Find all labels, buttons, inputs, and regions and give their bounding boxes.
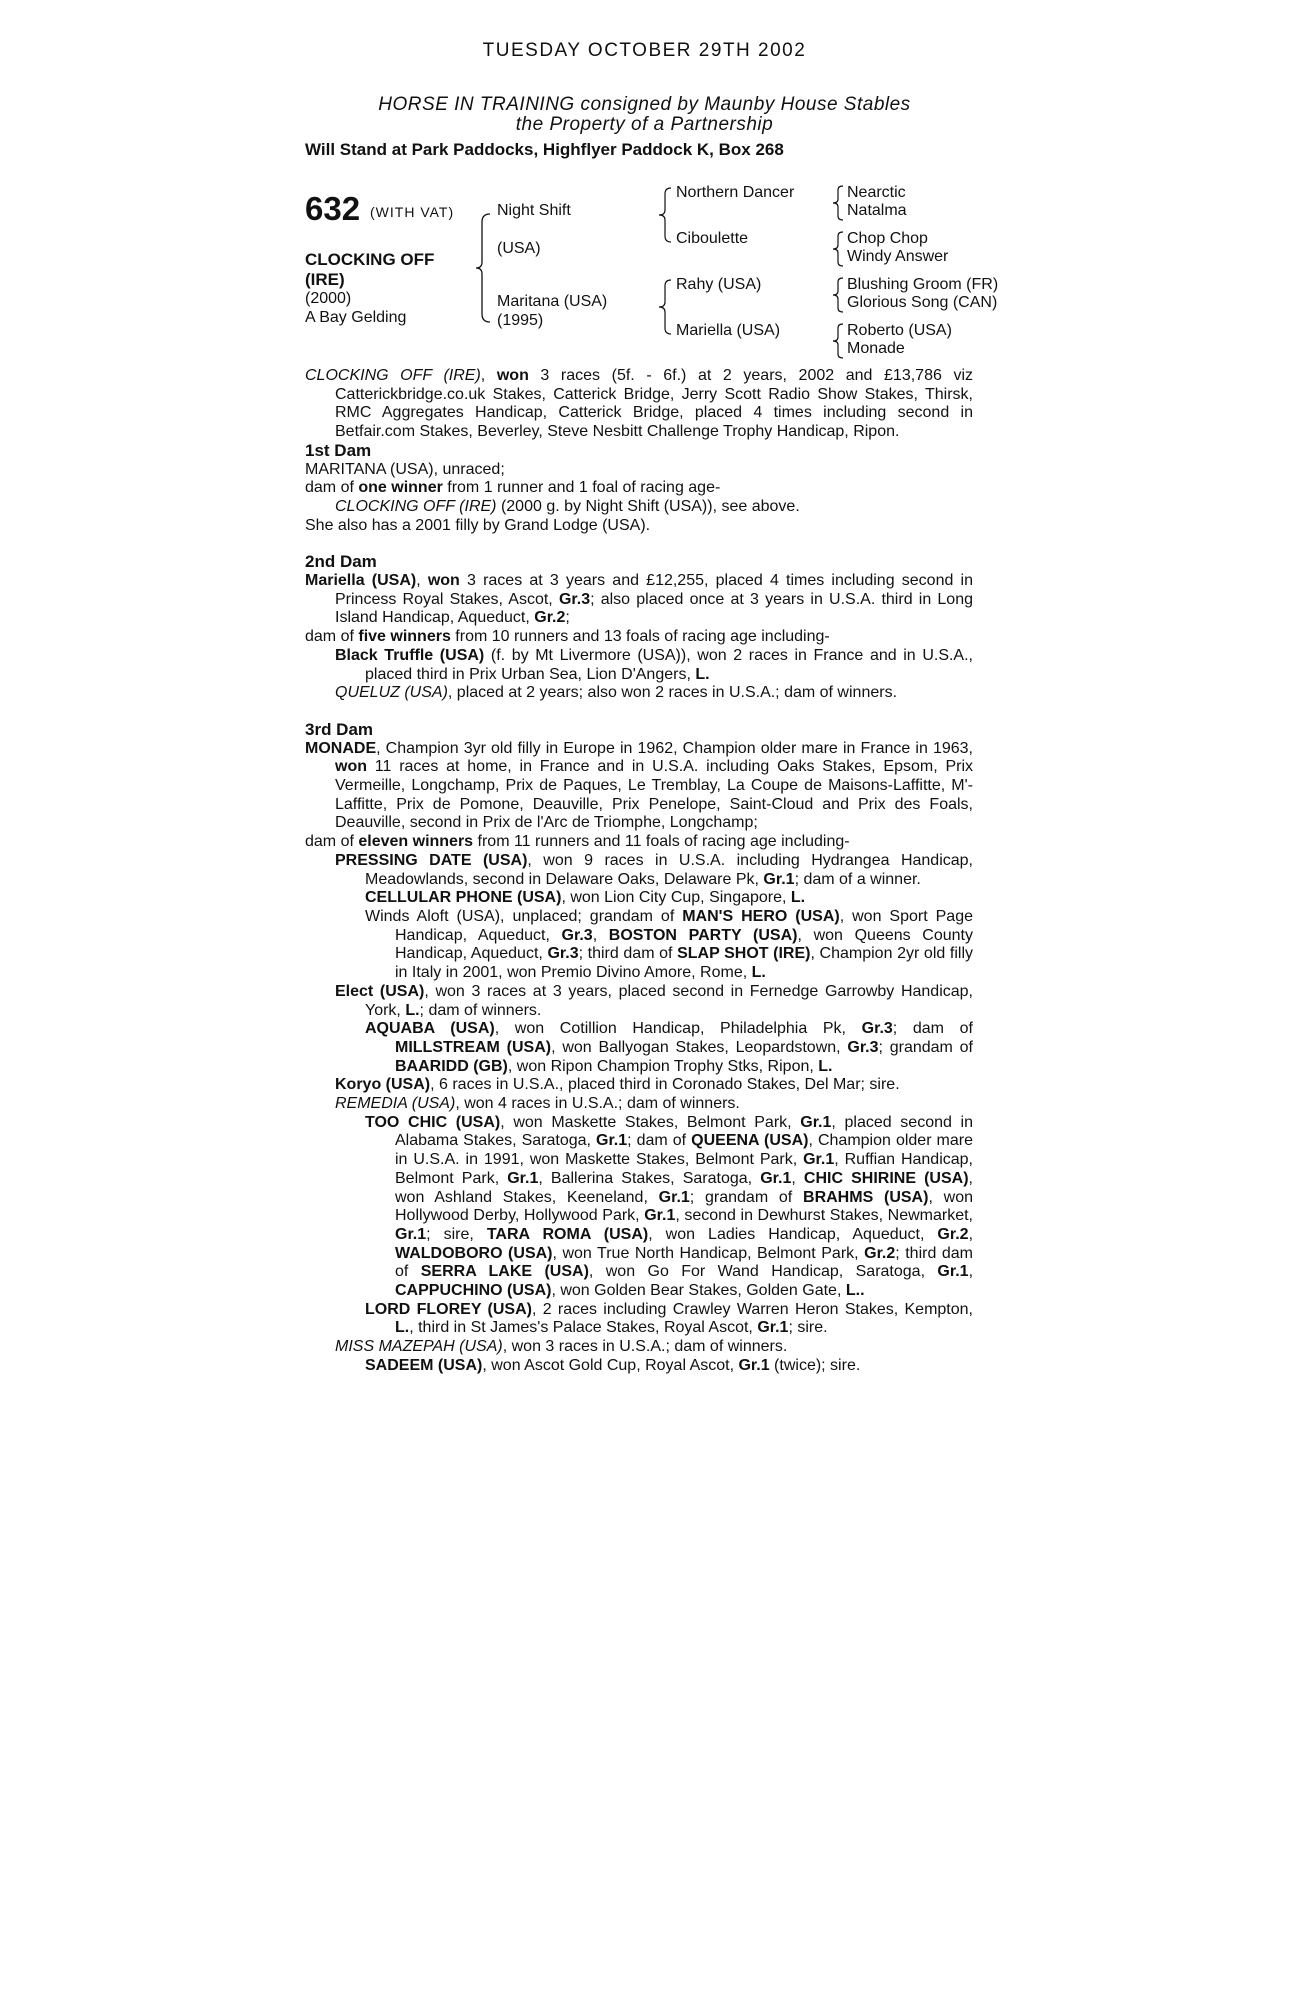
grade-label: Gr.3 bbox=[547, 945, 579, 963]
grade-label: Gr.1 bbox=[658, 1188, 690, 1206]
text-part: ; grandam of bbox=[689, 1188, 804, 1206]
pedigree-sire-sire: Northern Dancer bbox=[676, 184, 795, 201]
grade-label: Gr.1 bbox=[760, 1169, 792, 1187]
pedigree-brace-dam bbox=[655, 278, 673, 336]
pedigree-sire-country: (USA) bbox=[497, 240, 541, 257]
grade-label: Gr.1 bbox=[738, 1356, 770, 1374]
progeny-name: CELLULAR PHONE (USA) bbox=[365, 889, 562, 907]
winners-count: five winners bbox=[358, 628, 451, 646]
text-part: , Ballerina Stakes, Saratoga, bbox=[538, 1169, 761, 1187]
progeny-name: SERRA LAKE (USA) bbox=[420, 1263, 589, 1281]
text-part: , second in Dewhurst Stakes, Newmarket, bbox=[675, 1207, 973, 1225]
horse-name-ref: CLOCKING OFF (IRE) bbox=[305, 367, 481, 384]
sale-date: TUESDAY OCTOBER 29TH 2002 bbox=[482, 40, 807, 61]
text-part: , 2 races including Crawley Warren Heron Stakes, Kempton, bbox=[531, 1300, 973, 1318]
text-part: ; third dam of bbox=[578, 945, 678, 963]
grade-label: Gr.1 bbox=[937, 1263, 969, 1281]
text-part: from 1 runner and 1 foal of racing age- bbox=[442, 479, 721, 497]
text-part: ; grandam of bbox=[878, 1038, 974, 1056]
text-part: , Ruffian Handicap, Belmont Park, bbox=[395, 1151, 973, 1187]
text-part: (2000 g. by Night Shift (USA)), see above. bbox=[496, 497, 800, 515]
horse-description: A Bay Gelding bbox=[305, 309, 407, 326]
progeny-name: BAARIDD (GB) bbox=[395, 1057, 508, 1075]
text-part: dam of bbox=[305, 628, 359, 646]
grade-label: Gr.1 bbox=[803, 1151, 835, 1169]
grade-label: Gr.2 bbox=[937, 1225, 969, 1243]
first-dam-also: She also has a 2001 filly by Grand Lodge (USA). bbox=[305, 516, 651, 534]
pedigree-dam-sire: Rahy (USA) bbox=[676, 276, 762, 293]
progeny-name: AQUABA (USA) bbox=[365, 1020, 495, 1038]
text-part: ; dam of winners. bbox=[419, 1001, 542, 1019]
text-part: dam of bbox=[305, 479, 359, 497]
progeny-name: SLAP SHOT (IRE) bbox=[677, 945, 811, 963]
text-part: , Champion 3yr old filly in Europe in 1962, Champion older mare in France in 1963, bbox=[376, 739, 973, 757]
third-dam-heading: 3rd Dam bbox=[305, 719, 374, 739]
pedigree-dam-dam: Mariella (USA) bbox=[676, 322, 781, 339]
text-part: (twice); sire. bbox=[769, 1356, 861, 1374]
progeny-name: CAPPUCHINO (USA) bbox=[395, 1282, 552, 1300]
stand-location: Will Stand at Park Paddocks, Highflyer Paddock K, Box 268 bbox=[305, 140, 784, 159]
pedigree-g8: Monade bbox=[847, 340, 905, 357]
pedigree-sire: Night Shift bbox=[497, 202, 571, 219]
text-part: ; dam of bbox=[892, 1020, 974, 1038]
grade-label: Gr.3 bbox=[861, 1020, 893, 1038]
grade-label: Gr.1 bbox=[395, 1225, 427, 1243]
grade-label: Gr.3 bbox=[558, 590, 591, 608]
text-part: ; dam of a winner. bbox=[794, 870, 921, 888]
progeny-name: CLOCKING OFF (IRE) bbox=[335, 497, 497, 515]
text-part: , won True North Handicap, Belmont Park, bbox=[552, 1244, 865, 1262]
text-part: , won Ladies Handicap, Aqueduct, bbox=[648, 1225, 938, 1243]
horse-race-record: CLOCKING OFF (IRE), won 3 races (5f. - 6f.) at 2 years, 2002 and £13,786 viz Catterickbridge.co.uk Stakes, Catterick Bridge, Jerry Scott Radio Show Stakes, Thirsk, RMC Aggregates Handicap, Catterick Bridge, placed 4 times including second in Betfair.com Stakes, Beverley, Steve Nesbitt Challenge Trophy Handicap, Ripon. bbox=[305, 367, 974, 441]
progeny-name: Black Truffle (USA) bbox=[335, 646, 485, 664]
pedigree-brace-main bbox=[468, 212, 492, 324]
progeny-sadeem bbox=[305, 1357, 973, 1376]
progeny-name: QUEENA (USA) bbox=[691, 1132, 809, 1150]
progeny-name: PRESSING DATE (USA) bbox=[335, 851, 528, 869]
text-part: , third in St James's Palace Stakes, Royal Ascot, bbox=[409, 1319, 758, 1337]
progeny-name: QUELUZ (USA) bbox=[335, 684, 448, 702]
text-part: 11 races at home, in France and in U.S.A. including Oaks Stakes, Epsom, Prix Vermeille, Longchamp, Prix de Paques, Le Tremblay, La Coupe de Maisons-Laffitte, M'-Laffitte, Prix de Pomone, Deauville, Prix Penelope, Saint-Cloud and Prix des Foals, Deauville, second in Prix de l'Arc de Triomphe, Longchamp; bbox=[335, 758, 973, 832]
text-part: , won Ballyogan Stakes, Leopardstown, bbox=[551, 1038, 848, 1056]
progeny-cellular-phone bbox=[305, 889, 973, 908]
text-part: ; also placed once at 3 years in U.S.A. third in Long Island Handicap, Aqueduct, bbox=[335, 590, 974, 627]
pedigree-dam: Maritana (USA) bbox=[497, 293, 608, 310]
grade-label: Gr.1 bbox=[596, 1132, 628, 1150]
text-part: , won Golden Bear Stakes, Golden Gate, bbox=[551, 1282, 846, 1300]
pedigree-dam-year: (1995) bbox=[497, 312, 544, 329]
text-part: ; dam of bbox=[627, 1132, 692, 1150]
listed-label: L. bbox=[790, 889, 806, 907]
progeny-name: MAN'S HERO (USA) bbox=[682, 907, 840, 925]
grade-label: Gr.1 bbox=[800, 1113, 832, 1131]
first-dam-heading: 1st Dam bbox=[305, 440, 372, 460]
text-part: , won 3 races at 3 years, placed second in Fernedge Garrowby Handicap, York, bbox=[365, 982, 974, 1019]
pedigree-g1: Nearctic bbox=[847, 184, 906, 201]
text-part: 3 races at 3 years and £12,255, placed 4 times including second in Princess Royal Stakes, Ascot, bbox=[335, 572, 973, 608]
text-part: ; sire, bbox=[426, 1225, 487, 1243]
grade-label: Gr.1 bbox=[763, 870, 795, 888]
listed-label: L.. bbox=[845, 1282, 865, 1300]
won-label: won bbox=[335, 758, 367, 776]
progeny-pressing-date bbox=[305, 852, 973, 889]
text-part: , won Go For Wand Handicap, Saratoga, bbox=[588, 1263, 938, 1281]
listed-label: L. bbox=[751, 964, 766, 982]
text-part: , won 9 races in U.S.A. including Hydrangea Handicap, Meadowlands, second in Delaware Oaks, Delaware Pk, bbox=[365, 851, 974, 888]
listed-label: L. bbox=[405, 1001, 420, 1019]
foaling-year: (2000) bbox=[305, 290, 352, 307]
text-part: , won Ripon Champion Trophy Stks, Ripon, bbox=[507, 1057, 819, 1075]
second-dam-of bbox=[305, 628, 973, 647]
text-part: ; third dam of bbox=[395, 1244, 973, 1281]
grade-label: Gr.2 bbox=[534, 609, 566, 627]
pedigree-brace-g4 bbox=[830, 322, 844, 360]
grade-label: Gr.1 bbox=[644, 1207, 676, 1225]
pedigree-brace-g2 bbox=[830, 230, 844, 268]
grade-label: Gr.3 bbox=[561, 926, 593, 944]
horse-details bbox=[305, 289, 406, 327]
progeny-name: TARA ROMA (USA) bbox=[486, 1225, 649, 1243]
progeny-name: REMEDIA (USA) bbox=[335, 1095, 456, 1113]
grade-label: Gr.2 bbox=[864, 1244, 896, 1262]
race-record bbox=[305, 367, 973, 1376]
text-part: , won Cotillion Handicap, Philadelphia Pk, bbox=[494, 1020, 862, 1038]
consignment-heading bbox=[0, 95, 1289, 135]
text-part: , 6 races in U.S.A., placed third in Coronado Stakes, Del Mar; sire. bbox=[430, 1076, 900, 1094]
progeny-name: MISS MAZEPAH (USA) bbox=[335, 1338, 503, 1356]
first-dam-of bbox=[305, 479, 973, 498]
progeny-too-chic: TOO CHIC (USA), won Maskette Stakes, Belmont Park, Gr.1, placed second in Alabama Stakes, Saratoga, Gr.1; dam of QUEENA (USA), Champion older mare in U.S.A. in 1991, won Maskette Stakes, Belmont Park, Gr.1, Ruffian Handicap, Belmont Park, Gr.1, Ballerina Stakes, Saratoga, Gr.1, CHIC SHIRINE (USA), won Ashland Stakes, Keeneland, Gr.1; grandam of BRAHMS (USA), won Hollywood Derby, Hollywood Park, Gr.1, second in Dewhurst Stakes, Newmarket, Gr.1; sire, TARA ROMA (USA), won Ladies Handicap, Aqueduct, Gr.2, WALDOBORO (USA), won True North Handicap, Belmont Park, Gr.2; third dam of SERRA LAKE (USA), won Go For Wand Handicap, Saratoga, Gr.1, CAPPUCHINO (USA), won Golden Bear Stakes, Golden Gate, L.. bbox=[365, 1113, 974, 1300]
progeny-queluz bbox=[305, 684, 973, 703]
progeny-remedia bbox=[305, 1095, 973, 1114]
text-part: Winds Aloft (USA), unplaced; grandam of bbox=[365, 907, 683, 925]
pedigree-g5: Blushing Groom (FR) bbox=[847, 276, 999, 293]
progeny-name: MILLSTREAM (USA) bbox=[395, 1038, 552, 1056]
lot-number: 632 bbox=[305, 190, 361, 227]
grade-label: Gr.3 bbox=[847, 1038, 879, 1056]
text-part: , won Ascot Gold Cup, Royal Ascot, bbox=[482, 1356, 739, 1374]
pedigree-brace-sire bbox=[655, 186, 673, 244]
pedigree-brace-g3 bbox=[830, 276, 844, 314]
third-dam-record bbox=[305, 740, 973, 834]
consignment-line-2: the Property of a Partnership bbox=[515, 114, 774, 135]
dam-name: MONADE bbox=[305, 739, 377, 757]
text-part: (f. by Mt Livermore (USA)), won 2 races in France and in U.S.A., placed third in Prix Urban Sea, Lion D'Angers, bbox=[365, 646, 973, 683]
pedigree-g6: Glorious Song (CAN) bbox=[847, 294, 998, 311]
text-part: , placed at 2 years; also won 2 races in U.S.A.; dam of winners. bbox=[447, 684, 898, 702]
progeny-lord-florey bbox=[305, 1301, 973, 1338]
progeny-name: CHIC SHIRINE (USA) bbox=[803, 1169, 969, 1187]
text-part: , Champion older mare in U.S.A. in 1991, won Maskette Stakes, Belmont Park, bbox=[395, 1132, 974, 1169]
grade-label: Gr.1 bbox=[757, 1319, 789, 1337]
listed-label: L. bbox=[818, 1057, 833, 1075]
pedigree-sire-dam: Ciboulette bbox=[676, 230, 749, 247]
consignment-line-1: HORSE IN TRAINING consigned by Maunby House Stables bbox=[378, 94, 911, 115]
text-part: , won 3 races in U.S.A.; dam of winners. bbox=[502, 1338, 788, 1356]
progeny-name: WALDOBORO (USA) bbox=[395, 1244, 553, 1262]
progeny-name: TOO CHIC (USA) bbox=[365, 1113, 501, 1131]
text-part: , won Sport Page Handicap, Aqueduct, bbox=[395, 907, 973, 944]
progeny-black-truffle bbox=[305, 647, 973, 684]
second-dam-heading: 2nd Dam bbox=[305, 552, 377, 572]
text-part: , won Queens County Handicap, Aqueduct, bbox=[395, 926, 973, 963]
pedigree-g2: Natalma bbox=[847, 202, 907, 219]
pedigree-g3: Chop Chop bbox=[847, 230, 928, 247]
listed-label: L. bbox=[395, 1319, 410, 1337]
listed-label: L. bbox=[695, 665, 710, 683]
progeny-name: Koryo (USA) bbox=[335, 1076, 431, 1094]
race-record-text: 3 races (5f. - 6f.) at 2 years, 2002 and £13,786 viz Catterickbridge.co.uk Stakes, Catterick Bridge, Jerry Scott Radio Show Stakes, Thirsk, RMC Aggregates Handicap, Catterick Bridge, placed 4 times including second in Betfair.com Stakes, Beverley, Steve Nesbitt Challenge Trophy Handicap, Ripon. bbox=[335, 367, 974, 441]
winners-count: eleven winners bbox=[358, 833, 474, 851]
progeny-name: BRAHMS (USA) bbox=[803, 1188, 929, 1206]
progeny-elect bbox=[305, 983, 973, 1020]
text-part: , placed second in Alabama Stakes, Saratoga, bbox=[395, 1113, 974, 1150]
won-label: won bbox=[427, 572, 460, 590]
text-part: , won 4 races in U.S.A.; dam of winners. bbox=[455, 1095, 740, 1113]
progeny-koryo bbox=[305, 1076, 973, 1095]
dam-name: Mariella (USA) bbox=[305, 572, 417, 590]
horse-name-line-1: CLOCKING OFF bbox=[305, 250, 435, 269]
text-part: , won Maskette Stakes, Belmont Park, bbox=[500, 1113, 801, 1131]
pedigree-g4: Windy Answer bbox=[847, 248, 949, 265]
progeny-name: BOSTON PARTY (USA) bbox=[608, 926, 798, 944]
horse-name-line-2: (IRE) bbox=[305, 270, 345, 289]
text-part: dam of bbox=[305, 833, 359, 851]
text-part: from 11 runners and 11 foals of racing age including- bbox=[473, 833, 850, 851]
progeny-name: LORD FLOREY (USA) bbox=[365, 1300, 532, 1318]
progeny-winds-aloft: Winds Aloft (USA), unplaced; grandam of MAN'S HERO (USA), won Sport Page Handicap, Aqueduct, Gr.3, BOSTON PARTY (USA), won Queens County Handicap, Aqueduct, Gr.3; third dam of SLAP SHOT (IRE), Champion 2yr old filly in Italy in 2001, won Premio Divino Amore, Rome, L. bbox=[365, 907, 974, 982]
progeny-miss-mazepah bbox=[305, 1338, 973, 1357]
text-part: , Champion 2yr old filly in Italy in 2001, won Premio Divino Amore, Rome, bbox=[395, 945, 974, 982]
won-label: won bbox=[496, 367, 529, 384]
pedigree-g7: Roberto (USA) bbox=[847, 322, 952, 339]
progeny-name: Elect (USA) bbox=[335, 982, 425, 1000]
text-part: , won Ashland Stakes, Keeneland, bbox=[395, 1169, 973, 1206]
first-dam-progeny bbox=[305, 498, 973, 517]
text-part: , won Lion City Cup, Singapore, bbox=[561, 889, 791, 907]
text-part: from 10 runners and 13 foals of racing age including- bbox=[450, 628, 830, 646]
text-part: , won Hollywood Derby, Hollywood Park, bbox=[395, 1188, 973, 1225]
progeny-aquaba bbox=[305, 1020, 973, 1076]
pedigree-brace-g1 bbox=[830, 184, 844, 222]
grade-label: Gr.1 bbox=[507, 1169, 539, 1187]
third-dam-of bbox=[305, 833, 973, 852]
text-part: ; sire. bbox=[788, 1319, 828, 1337]
progeny-name: SADEEM (USA) bbox=[365, 1356, 483, 1374]
second-dam-record: Mariella (USA), won 3 races at 3 years and £12,255, placed 4 times including second in Princess Royal Stakes, Ascot, Gr.3; also placed once at 3 years in U.S.A. third in Long Island Handicap, Aqueduct, Gr.2; bbox=[305, 572, 974, 627]
winners-count: one winner bbox=[358, 479, 443, 497]
vat-note: (WITH VAT) bbox=[370, 204, 455, 220]
first-dam-line: MARITANA (USA), unraced; bbox=[305, 460, 505, 478]
horse-name bbox=[305, 250, 434, 290]
